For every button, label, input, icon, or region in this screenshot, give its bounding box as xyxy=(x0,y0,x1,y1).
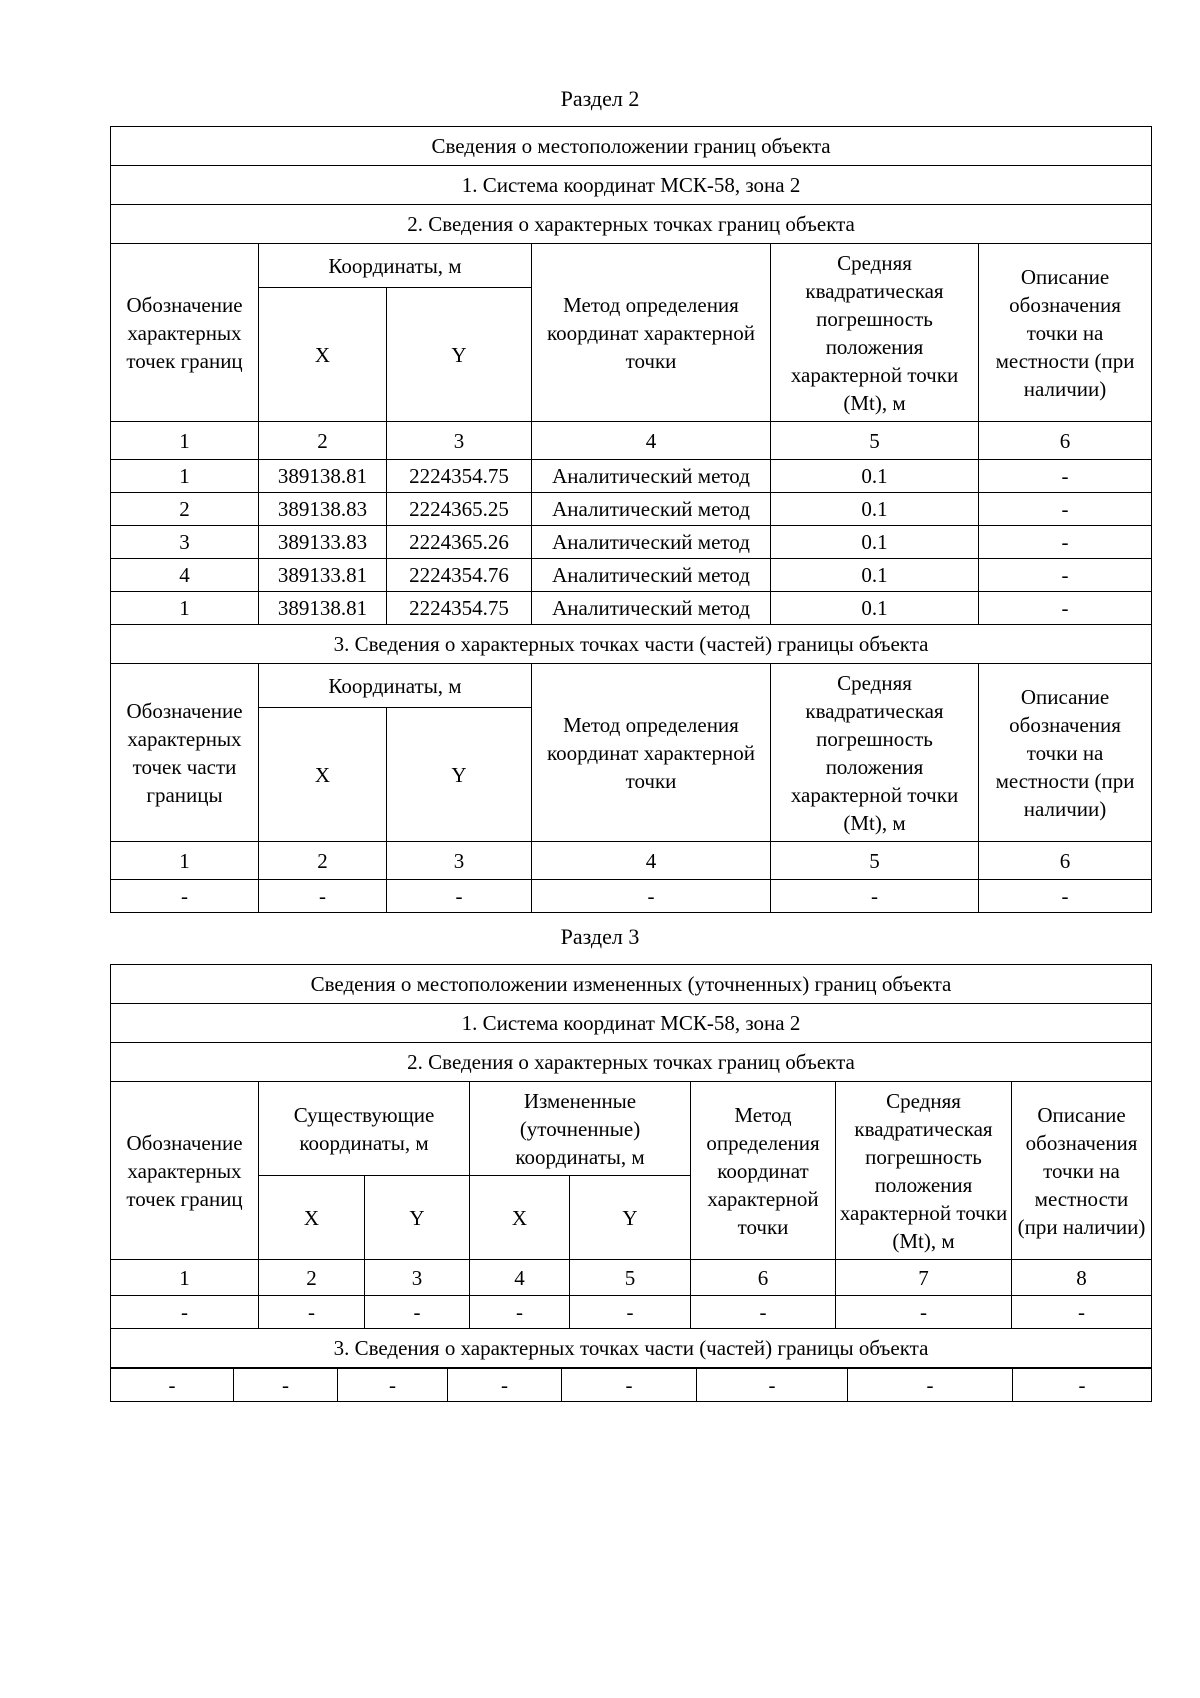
section3-table xyxy=(110,964,1152,1368)
point-error: 0.1 xyxy=(771,559,979,592)
s3-col-method-header: Метод определения координат характерной точки xyxy=(691,1082,836,1260)
point-method: Аналитический метод xyxy=(532,559,771,592)
col-number: 5 xyxy=(570,1260,691,1296)
point-method: Аналитический метод xyxy=(532,493,771,526)
table-cell: - xyxy=(338,1369,448,1402)
col-number: 8 xyxy=(1012,1260,1152,1296)
point-error: 0.1 xyxy=(771,592,979,625)
section3-points-title: 2. Сведения о характерных точках границ объекта xyxy=(111,1043,1152,1082)
table-cell: - xyxy=(111,1296,259,1329)
table-cell: - xyxy=(691,1296,836,1329)
s3-col-error-header: Средняя квадратическая погрешность положения характерной точки (Mt), м xyxy=(836,1082,1012,1260)
table-cell: - xyxy=(697,1369,848,1402)
parts-col-method-header: Метод определения координат характерной точки xyxy=(532,664,771,842)
section2-points-title: 2. Сведения о характерных точках границ объекта xyxy=(111,205,1152,244)
table-row xyxy=(111,493,1152,526)
col-number: 2 xyxy=(259,422,387,460)
table-cell: - xyxy=(111,880,259,913)
table-cell: - xyxy=(470,1296,570,1329)
point-description: - xyxy=(979,559,1152,592)
section2-table xyxy=(110,126,1152,913)
s3-col-designation-header: Обозначение характерных точек границ xyxy=(111,1082,259,1260)
table-row xyxy=(111,1369,1152,1402)
table-row xyxy=(111,1296,1152,1329)
col-number: 7 xyxy=(836,1260,1012,1296)
parts-col-description-header: Описание обозначения точки на местности (при наличии) xyxy=(979,664,1152,842)
point-y: 2224354.75 xyxy=(387,460,532,493)
point-x: 389138.81 xyxy=(259,592,387,625)
col-designation-header: Обозначение характерных точек границ xyxy=(111,244,259,422)
col-error-header: Средняя квадратическая погрешность положения характерной точки (Mt), м xyxy=(771,244,979,422)
parts-col-y-header: Y xyxy=(387,708,532,842)
section3-parts-title: 3. Сведения о характерных точках части (частей) границы объекта xyxy=(111,1329,1152,1368)
s3-col-ch-y-header: Y xyxy=(570,1176,691,1260)
col-number: 1 xyxy=(111,422,259,460)
point-description: - xyxy=(979,592,1152,625)
table-row xyxy=(111,526,1152,559)
section2-parts-title: 3. Сведения о характерных точках части (частей) границы объекта xyxy=(111,625,1152,664)
table-cell: - xyxy=(836,1296,1012,1329)
col-number: 3 xyxy=(365,1260,470,1296)
point-x: 389133.83 xyxy=(259,526,387,559)
s3-col-ch-x-header: X xyxy=(470,1176,570,1260)
point-description: - xyxy=(979,526,1152,559)
table-cell: - xyxy=(562,1369,697,1402)
table-cell: - xyxy=(111,1369,234,1402)
col-method-header: Метод определения координат характерной точки xyxy=(532,244,771,422)
section3-parts-table xyxy=(110,1368,1152,1402)
col-number: 1 xyxy=(111,842,259,880)
section3-title: Раздел 3 xyxy=(560,924,640,949)
parts-col-coords-header: Координаты, м xyxy=(259,664,532,708)
point-number: 1 xyxy=(111,460,259,493)
col-number: 5 xyxy=(771,842,979,880)
table-cell: - xyxy=(259,1296,365,1329)
point-error: 0.1 xyxy=(771,460,979,493)
s3-col-ex-x-header: X xyxy=(259,1176,365,1260)
col-number: 2 xyxy=(259,1260,365,1296)
parts-col-x-header: X xyxy=(259,708,387,842)
point-number: 1 xyxy=(111,592,259,625)
point-method: Аналитический метод xyxy=(532,592,771,625)
parts-col-designation-header: Обозначение характерных точек части границы xyxy=(111,664,259,842)
table-cell: - xyxy=(1013,1369,1152,1402)
col-number: 6 xyxy=(979,842,1152,880)
point-x: 389138.83 xyxy=(259,493,387,526)
point-error: 0.1 xyxy=(771,493,979,526)
col-number: 4 xyxy=(532,842,771,880)
col-number: 3 xyxy=(387,422,532,460)
point-number: 2 xyxy=(111,493,259,526)
col-number: 5 xyxy=(771,422,979,460)
col-number: 4 xyxy=(532,422,771,460)
point-y: 2224354.75 xyxy=(387,592,532,625)
point-description: - xyxy=(979,493,1152,526)
col-number: 6 xyxy=(979,422,1152,460)
point-y: 2224354.76 xyxy=(387,559,532,592)
point-number: 3 xyxy=(111,526,259,559)
table-cell: - xyxy=(771,880,979,913)
table-cell: - xyxy=(1012,1296,1152,1329)
col-number: 4 xyxy=(470,1260,570,1296)
s3-col-description-header: Описание обозначения точки на местности (при наличии) xyxy=(1012,1082,1152,1260)
table-row xyxy=(111,880,1152,913)
col-y-header: Y xyxy=(387,288,532,422)
col-x-header: X xyxy=(259,288,387,422)
table-cell: - xyxy=(259,880,387,913)
col-description-header: Описание обозначения точки на местности (при наличии) xyxy=(979,244,1152,422)
section2-title: Раздел 2 xyxy=(560,86,640,111)
table-cell: - xyxy=(570,1296,691,1329)
col-coords-header: Координаты, м xyxy=(259,244,532,288)
table-cell: - xyxy=(532,880,771,913)
s3-col-changed-coords-header: Измененные (уточненные) координаты, м xyxy=(470,1082,691,1176)
col-number: 1 xyxy=(111,1260,259,1296)
section3-header: Сведения о местоположении измененных (уточненных) границ объекта xyxy=(111,965,1152,1004)
point-x: 389138.81 xyxy=(259,460,387,493)
col-number: 3 xyxy=(387,842,532,880)
point-method: Аналитический метод xyxy=(532,460,771,493)
s3-col-existing-coords-header: Существующие координаты, м xyxy=(259,1082,470,1176)
section3-coord-system: 1. Система координат МСК-58, зона 2 xyxy=(111,1004,1152,1043)
section2-coord-system: 1. Система координат МСК-58, зона 2 xyxy=(111,166,1152,205)
table-cell: - xyxy=(448,1369,562,1402)
table-cell: - xyxy=(234,1369,338,1402)
point-x: 389133.81 xyxy=(259,559,387,592)
parts-col-error-header: Средняя квадратическая погрешность положения характерной точки (Mt), м xyxy=(771,664,979,842)
s3-col-ex-y-header: Y xyxy=(365,1176,470,1260)
table-cell: - xyxy=(848,1369,1013,1402)
section2-header: Сведения о местоположении границ объекта xyxy=(111,127,1152,166)
col-number: 6 xyxy=(691,1260,836,1296)
col-number: 2 xyxy=(259,842,387,880)
table-cell: - xyxy=(387,880,532,913)
point-number: 4 xyxy=(111,559,259,592)
point-method: Аналитический метод xyxy=(532,526,771,559)
point-y: 2224365.26 xyxy=(387,526,532,559)
table-row xyxy=(111,592,1152,625)
table-cell: - xyxy=(979,880,1152,913)
table-row xyxy=(111,559,1152,592)
point-description: - xyxy=(979,460,1152,493)
point-error: 0.1 xyxy=(771,526,979,559)
point-y: 2224365.25 xyxy=(387,493,532,526)
table-cell: - xyxy=(365,1296,470,1329)
table-row xyxy=(111,460,1152,493)
